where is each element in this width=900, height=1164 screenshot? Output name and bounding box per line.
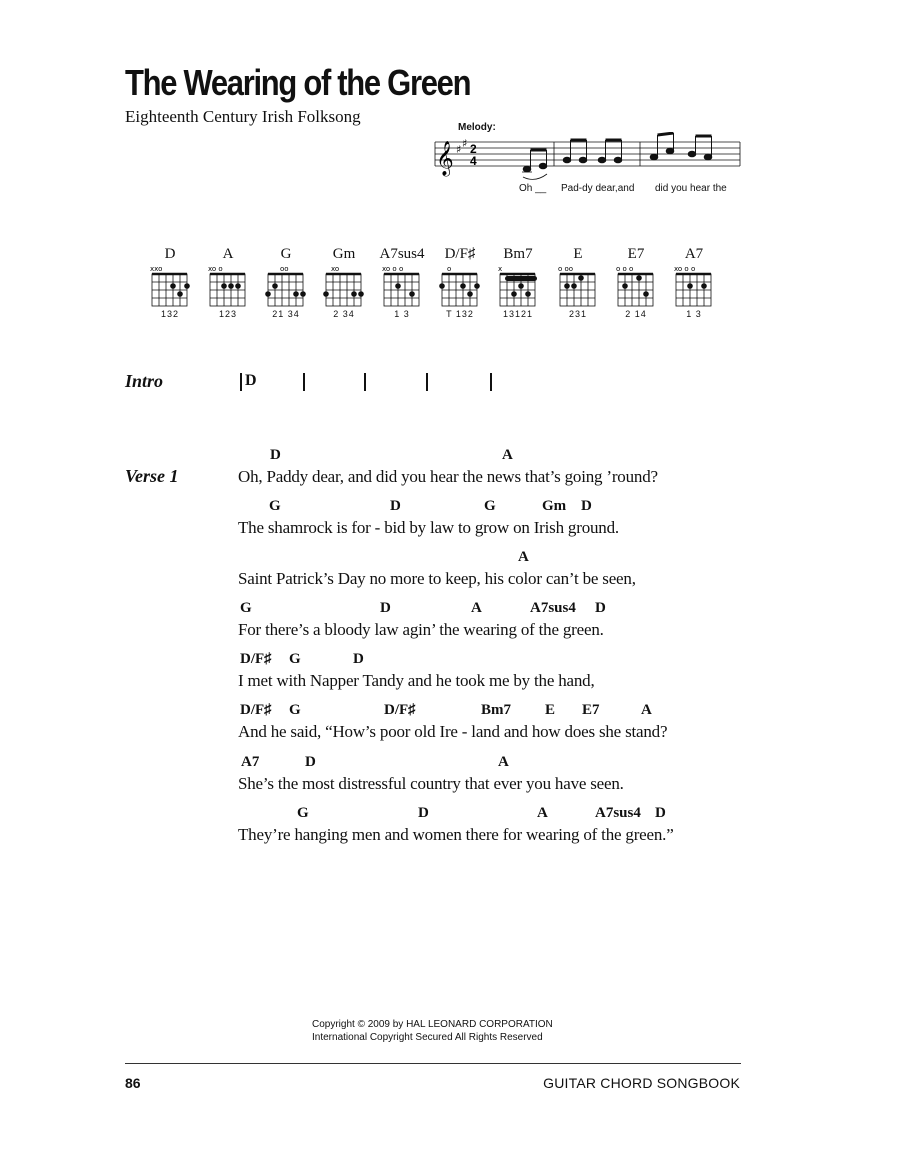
chord-fingering: 13121 bbox=[502, 309, 534, 319]
key-signature-sharps: ♯ bbox=[456, 143, 462, 156]
verse-1-label: Verse 1 bbox=[125, 466, 179, 486]
lyric-line: I met with Napper Tandy and he took me by the hand, bbox=[238, 671, 595, 690]
chord-symbol: Bm7 bbox=[481, 702, 511, 718]
chord-diagram-name: A7sus4 bbox=[379, 246, 425, 262]
open-mute-markers: xxo bbox=[150, 265, 163, 273]
chord-symbol: E bbox=[545, 702, 556, 718]
open-mute-markers: xo bbox=[331, 265, 340, 273]
chord-diagram-name: E7 bbox=[627, 246, 645, 262]
melody-lyric-1: Oh __ bbox=[519, 183, 547, 194]
chord-symbol: G bbox=[269, 498, 281, 514]
chord-fingering: 123 bbox=[218, 309, 238, 319]
chord-symbol: G bbox=[297, 805, 309, 821]
open-mute-markers: xo o o bbox=[674, 265, 696, 273]
chord-diagram-name: Bm7 bbox=[503, 246, 533, 262]
open-mute-markers: xo o bbox=[208, 265, 223, 273]
chord-symbol: E7 bbox=[582, 702, 600, 718]
chord-grid-icon bbox=[140, 264, 200, 310]
lyric-line: They’re hanging men and women there for wearing of the green.” bbox=[238, 825, 674, 844]
melody-lyric-2: Pad-dy dear,and bbox=[561, 183, 635, 194]
chord-symbol: A bbox=[498, 754, 509, 770]
chord-grid-icon bbox=[548, 264, 608, 310]
chord-diagram-name: D/F♯ bbox=[444, 246, 476, 262]
measure-bar bbox=[303, 373, 305, 391]
chord-symbol: D bbox=[418, 805, 429, 821]
chord-diagram-name: E bbox=[573, 246, 583, 262]
chord-symbol: A bbox=[502, 447, 513, 463]
chord-symbol: D bbox=[270, 447, 281, 463]
melody-lyric-3: did you hear the bbox=[655, 183, 727, 194]
chord-fingering: T 132 bbox=[446, 309, 474, 319]
svg-text:♯: ♯ bbox=[462, 137, 468, 150]
chord-grid-icon bbox=[198, 264, 258, 310]
chord-grid-icon bbox=[664, 264, 724, 310]
chord-symbol: A bbox=[641, 702, 652, 718]
book-title: GUITAR CHORD SONGBOOK bbox=[543, 1075, 740, 1091]
melody-staff bbox=[430, 132, 750, 184]
chord-grid-icon bbox=[314, 264, 374, 310]
chord-symbol: G bbox=[240, 600, 252, 616]
open-mute-markers: x bbox=[498, 265, 503, 273]
lyric-line: The shamrock is for - bid by law to grow on Irish ground. bbox=[238, 518, 619, 537]
chord-fingering: 21 34 bbox=[272, 309, 300, 319]
measure-bar bbox=[240, 373, 242, 391]
chord-grid-icon bbox=[256, 264, 316, 310]
lyric-line: For there’s a bloody law agin’ the wearing of the green. bbox=[238, 620, 604, 639]
chord-symbol: D/F♯ bbox=[384, 702, 416, 718]
chord-symbol: D bbox=[390, 498, 401, 514]
chord-symbol: G bbox=[289, 651, 301, 667]
chord-grid-icon bbox=[372, 264, 432, 310]
chord-grid-icon bbox=[606, 264, 666, 310]
open-mute-markers: xo o o bbox=[382, 265, 404, 273]
chord-symbol: D bbox=[380, 600, 391, 616]
chord-symbol: A7sus4 bbox=[595, 805, 641, 821]
lyric-line: Oh, Paddy dear, and did you hear the news that’s going ’round? bbox=[238, 467, 658, 486]
chord-fingering: 2 34 bbox=[333, 309, 355, 319]
measure-bar bbox=[426, 373, 428, 391]
svg-text:4: 4 bbox=[470, 154, 477, 168]
chord-symbol: A bbox=[537, 805, 548, 821]
measure-bar bbox=[490, 373, 492, 391]
chord-grid-icon bbox=[430, 264, 490, 310]
chord-fingering: 2 14 bbox=[625, 309, 647, 319]
chord-symbol: D bbox=[655, 805, 666, 821]
open-mute-markers: o bbox=[447, 265, 452, 273]
time-signature: 2 bbox=[470, 142, 477, 156]
chord-diagram-name: A bbox=[222, 246, 234, 262]
chord-symbol: A7 bbox=[241, 754, 260, 770]
chord-grid-icon bbox=[488, 264, 548, 310]
song-subtitle: Eighteenth Century Irish Folksong bbox=[125, 107, 361, 126]
chord-symbol: D bbox=[353, 651, 364, 667]
open-mute-markers: o o o bbox=[616, 265, 634, 273]
treble-clef-icon: 𝄞 bbox=[436, 141, 454, 176]
copyright-line-1: Copyright © 2009 by HAL LEONARD CORPORATION bbox=[312, 1019, 553, 1030]
page-number: 86 bbox=[125, 1075, 141, 1091]
chord-symbol: A7sus4 bbox=[530, 600, 576, 616]
chord-symbol: D bbox=[595, 600, 606, 616]
chord-symbol: D bbox=[305, 754, 316, 770]
chord-symbol: G bbox=[484, 498, 496, 514]
lyric-line: And he said, “How’s poor old Ire - land and how does she stand? bbox=[238, 722, 668, 741]
chord-diagram-name: G bbox=[280, 246, 292, 262]
chord-symbol: A bbox=[471, 600, 482, 616]
lyric-line: She’s the most distressful country that ever you have seen. bbox=[238, 774, 624, 793]
chord-symbol: A bbox=[518, 549, 529, 565]
chord-diagram-name: Gm bbox=[332, 246, 356, 262]
chord-symbol: Gm bbox=[542, 498, 567, 514]
open-mute-markers: oo bbox=[280, 265, 289, 273]
chord-fingering: 1 3 bbox=[686, 309, 702, 319]
chord-diagram-name: D bbox=[164, 246, 176, 262]
open-mute-markers: o oo bbox=[558, 265, 574, 273]
intro-label: Intro bbox=[125, 371, 164, 391]
chord-symbol: D/F♯ bbox=[240, 702, 272, 718]
chord-fingering: 231 bbox=[568, 309, 588, 319]
footer-divider bbox=[125, 1063, 741, 1064]
chord-symbol: G bbox=[289, 702, 301, 718]
song-title: The Wearing of the Green bbox=[125, 62, 471, 103]
chord-fingering: 1 3 bbox=[394, 309, 410, 319]
chord-diagram-name: A7 bbox=[684, 246, 704, 262]
chord-symbol: D/F♯ bbox=[240, 651, 272, 667]
lyric-line: Saint Patrick’s Day no more to keep, his color can’t be seen, bbox=[238, 569, 636, 588]
intro-chord: D bbox=[245, 372, 257, 389]
measure-bar bbox=[364, 373, 366, 391]
melody-label: Melody: bbox=[458, 122, 496, 133]
chord-symbol: D bbox=[581, 498, 592, 514]
chord-fingering: 132 bbox=[160, 309, 180, 319]
copyright-line-2: International Copyright Secured All Rights Reserved bbox=[312, 1032, 543, 1043]
